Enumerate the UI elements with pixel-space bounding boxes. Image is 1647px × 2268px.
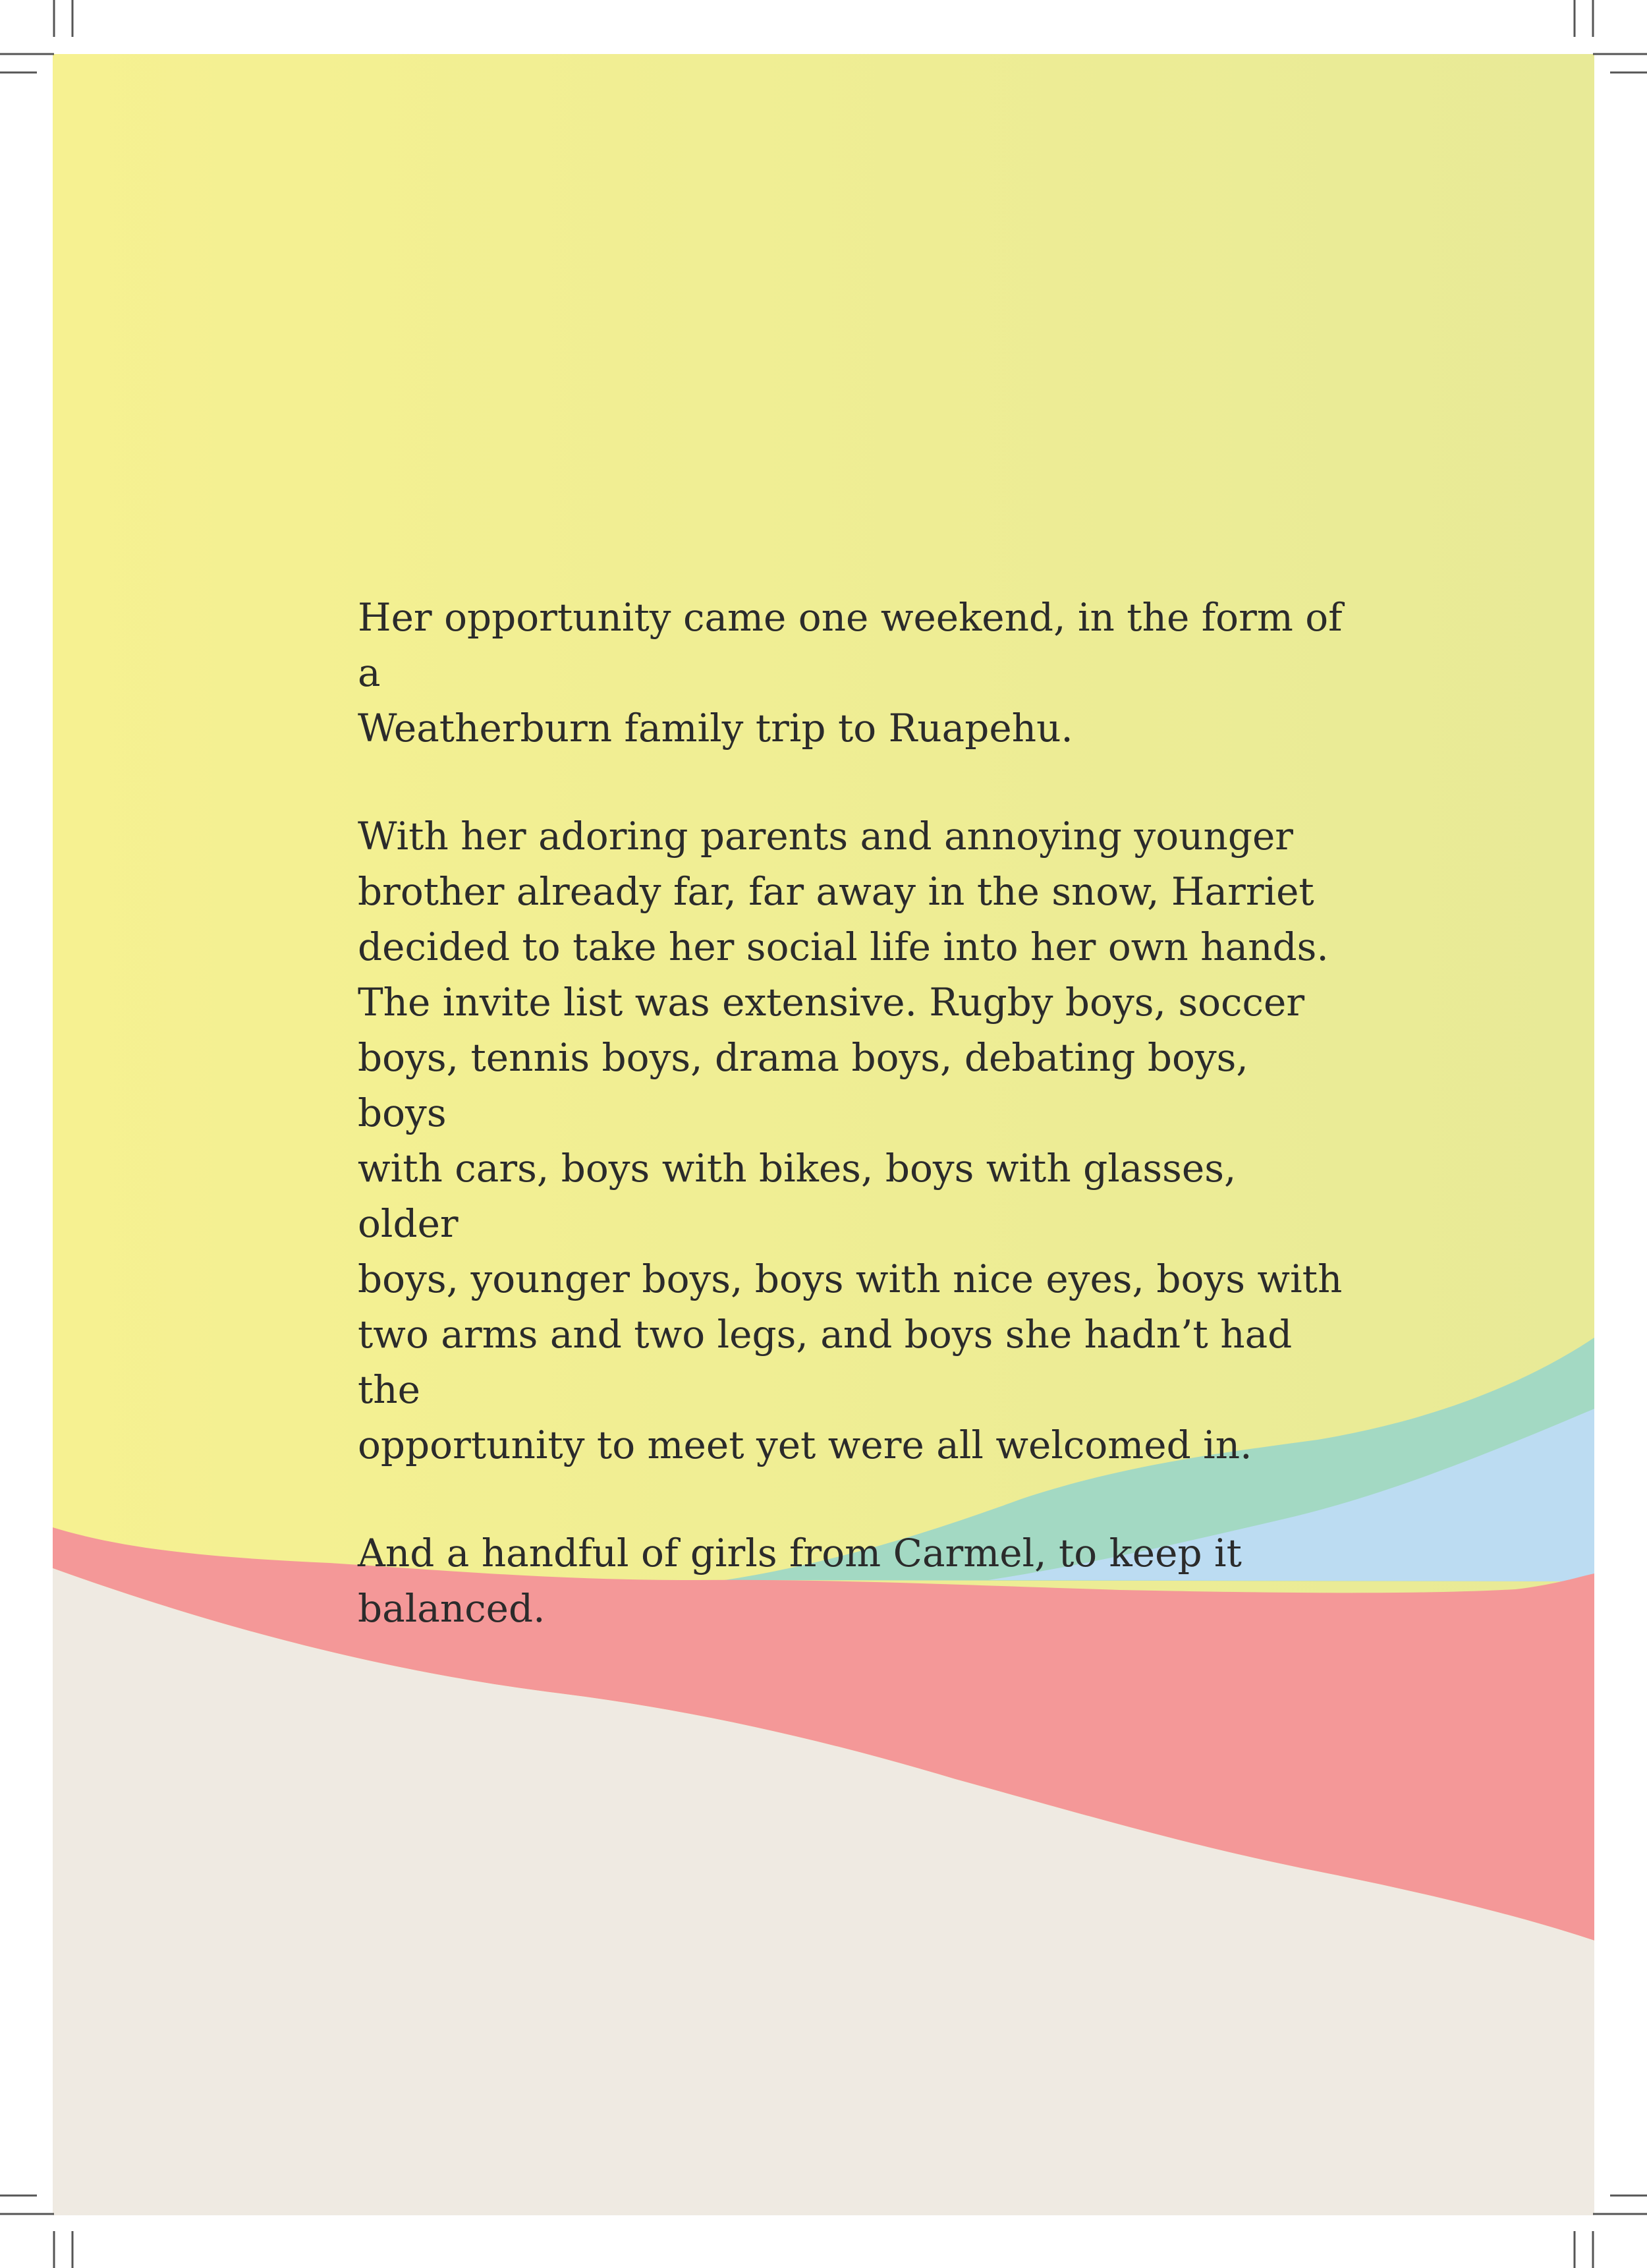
story-paragraph-1: Her opportunity came one weekend, in the form of a Weatherburn family trip to Ruapehu. xyxy=(358,595,1343,751)
story-paragraph-2: With her adoring parents and annoying younger brother already far, far away in the snow, Harriet decided to take her social life into her own hands. The invite list was extensive. Rugby boys, soccer boys, tennis boys, drama boys, debating boys, boys with cars, boys with bikes, boys with glasses, older boys, younger boys, boys with nice eyes, boys with two arms and two legs, and boys she hadn’t had the opportunity to meet yet were all welcomed in. xyxy=(358,814,1343,1467)
story-text-block xyxy=(358,590,1346,1689)
story-paragraph-3: And a handful of girls from Carmel, to keep it balanced. xyxy=(358,1531,1242,1631)
